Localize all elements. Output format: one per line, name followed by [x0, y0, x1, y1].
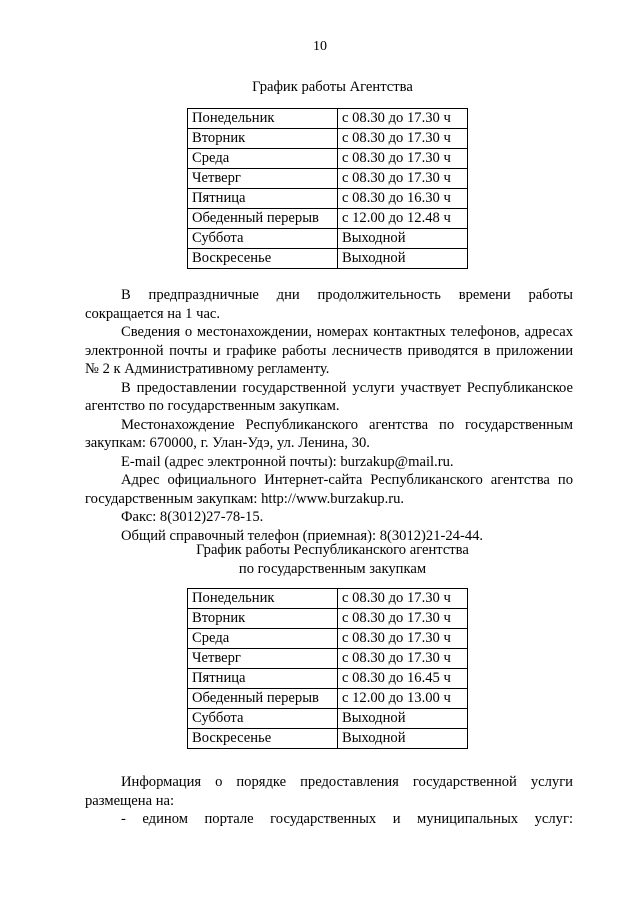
- day-cell: Обеденный перерыв: [188, 209, 338, 229]
- table-row: [188, 189, 468, 209]
- time-cell: с 08.30 до 17.30 ч: [338, 589, 468, 609]
- table-row: [188, 689, 468, 709]
- table-row: [188, 649, 468, 669]
- time-cell: с 08.30 до 16.45 ч: [338, 669, 468, 689]
- paragraph: Сведения о местонахождении, номерах контактных телефонов, адресах электронной почты и графике работы лесничеств приводятся в приложении № 2 к Административному регламенту.: [85, 324, 573, 377]
- time-cell: с 08.30 до 17.30 ч: [338, 649, 468, 669]
- day-cell: Суббота: [188, 709, 338, 729]
- paragraph: Факс: 8(3012)27-78-15.: [121, 509, 264, 525]
- day-cell: Вторник: [188, 129, 338, 149]
- day-cell: Четверг: [188, 169, 338, 189]
- paragraph: E-mail (адрес электронной почты): burzakup@mail.ru.: [121, 453, 454, 470]
- paragraph: Информация о порядке предоставления государственной услуги размещена на:: [85, 774, 573, 809]
- table-row: [188, 249, 468, 269]
- day-cell: Среда: [188, 149, 338, 169]
- title-line: по государственным закупкам: [238, 560, 427, 577]
- list-item: - едином портале государственных и муниципальных услуг:: [121, 811, 573, 827]
- table-row: [188, 149, 468, 169]
- time-cell: с 12.00 до 12.48 ч: [338, 209, 468, 229]
- procurement-schedule-title: [80, 541, 585, 578]
- agency-schedule-table: [187, 108, 468, 269]
- table-row: [188, 629, 468, 649]
- time-cell: с 08.30 до 16.30 ч: [338, 189, 468, 209]
- table-row: [188, 169, 468, 189]
- table-row: [188, 729, 468, 749]
- day-cell: Воскресенье: [188, 729, 338, 749]
- table-row: [188, 129, 468, 149]
- day-cell: Среда: [188, 629, 338, 649]
- time-cell: Выходной: [338, 249, 468, 269]
- title-line: График работы Республиканского агентства: [196, 542, 469, 558]
- day-cell: Понедельник: [188, 109, 338, 129]
- table-row: [188, 229, 468, 249]
- time-cell: с 08.30 до 17.30 ч: [338, 169, 468, 189]
- day-cell: Четверг: [188, 649, 338, 669]
- procurement-schedule-table: [187, 588, 468, 749]
- time-cell: с 08.30 до 17.30 ч: [338, 609, 468, 629]
- table-row: [188, 589, 468, 609]
- paragraph: Местонахождение Республиканского агентства по государственным закупкам: 670000, г. Улан-Удэ, ул. Ленина, 30.: [85, 416, 573, 451]
- day-cell: Вторник: [188, 609, 338, 629]
- day-cell: Обеденный перерыв: [188, 689, 338, 709]
- time-cell: Выходной: [338, 229, 468, 249]
- time-cell: с 12.00 до 13.00 ч: [338, 689, 468, 709]
- time-cell: с 08.30 до 17.30 ч: [338, 109, 468, 129]
- paragraph: В предпраздничные дни продолжительность времени работы сокращается на 1 час.: [85, 287, 573, 322]
- paragraph: Адрес официального Интернет-сайта Республиканского агентства по государственным закупкам: http://www.burzakup.ru.: [85, 472, 573, 507]
- time-cell: с 08.30 до 17.30 ч: [338, 629, 468, 649]
- paragraph: В предоставлении государственной услуги участвует Республиканское агентство по государственным закупкам.: [85, 379, 573, 414]
- page-number: 10: [313, 39, 327, 54]
- day-cell: Пятница: [188, 669, 338, 689]
- table-row: [188, 609, 468, 629]
- table-row: [188, 709, 468, 729]
- body-text-block: [85, 286, 573, 545]
- body-text-block: [85, 773, 573, 829]
- time-cell: с 08.30 до 17.30 ч: [338, 149, 468, 169]
- time-cell: Выходной: [338, 709, 468, 729]
- time-cell: Выходной: [338, 729, 468, 749]
- table-row: [188, 669, 468, 689]
- day-cell: Понедельник: [188, 589, 338, 609]
- paragraph: Общий справочный телефон (приемная): 8(3012)21-24-44.: [121, 527, 484, 544]
- day-cell: Суббота: [188, 229, 338, 249]
- time-cell: с 08.30 до 17.30 ч: [338, 129, 468, 149]
- table-row: [188, 109, 468, 129]
- agency-schedule-title: График работы Агентства: [252, 79, 413, 95]
- table-row: [188, 209, 468, 229]
- day-cell: Пятница: [188, 189, 338, 209]
- day-cell: Воскресенье: [188, 249, 338, 269]
